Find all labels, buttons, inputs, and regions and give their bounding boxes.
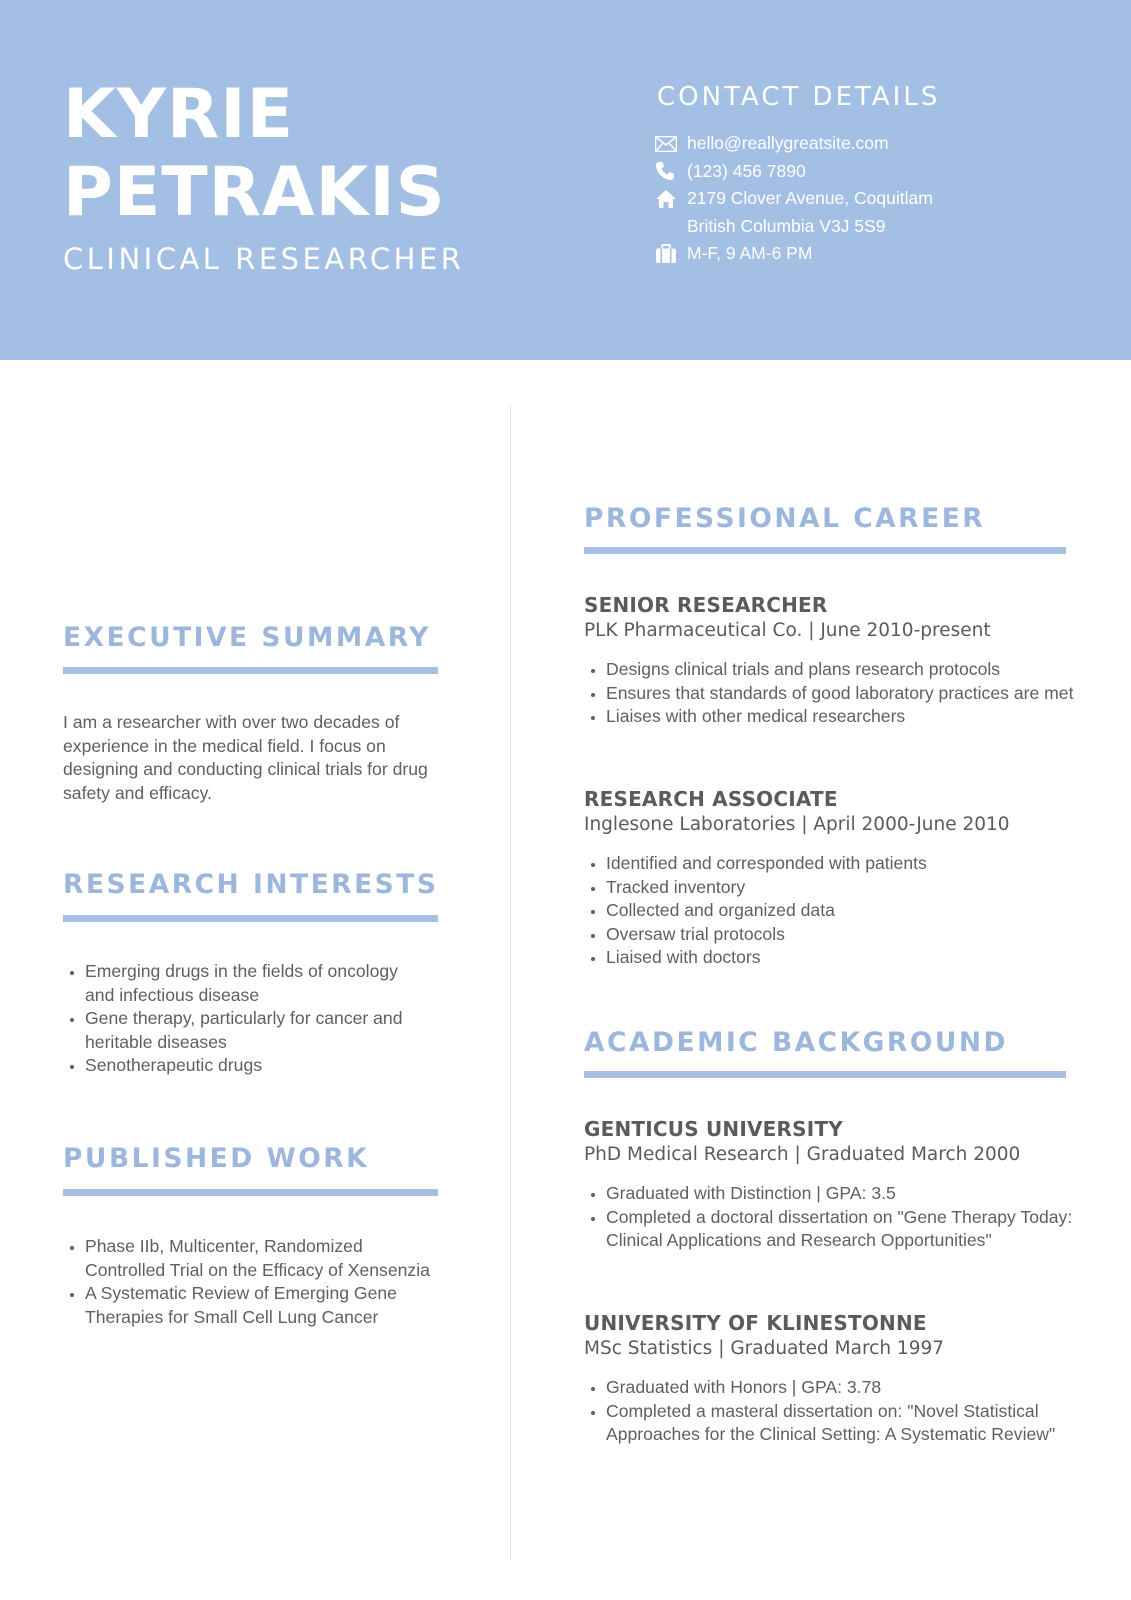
contact-hours bbox=[655, 240, 1095, 268]
school-notes-list bbox=[584, 1182, 1086, 1253]
list-item: • Liaises with other medical researchers bbox=[606, 705, 1084, 729]
address-line-1: 2179 Clover Avenue, Coquitlam bbox=[687, 188, 933, 208]
list-item: • Emerging drugs in the fields of oncology and infectious disease bbox=[85, 960, 425, 1007]
list-item: • Identified and corresponded with patients bbox=[606, 852, 1084, 876]
header-banner bbox=[0, 0, 1131, 360]
list-item: • Oversaw trial protocols bbox=[606, 923, 1084, 947]
research-interests-list bbox=[63, 960, 425, 1078]
published-work-list bbox=[63, 1235, 440, 1329]
school-subtitle: PhD Medical Research | Graduated March 2000 bbox=[584, 1144, 1021, 1165]
list-item: • Completed a doctoral dissertation on "Gene Therapy Today: Clinical Applications and Research Opportunities" bbox=[606, 1206, 1086, 1253]
list-item: • Collected and organized data bbox=[606, 899, 1084, 923]
school-subtitle: MSc Statistics | Graduated March 1997 bbox=[584, 1338, 945, 1359]
executive-summary-text: I am a researcher with over two decades of experience in the medical field. I focus on designing and conducting clinical trials for drug safety and efficacy. bbox=[63, 712, 428, 803]
column-divider bbox=[510, 405, 511, 1560]
job-subtitle: PLK Pharmaceutical Co. | June 2010-present bbox=[584, 620, 991, 641]
contact-phone bbox=[655, 158, 1095, 186]
job-duties-list bbox=[584, 852, 1084, 970]
address-line-2: British Columbia V3J 5S9 bbox=[687, 215, 886, 236]
school-title: GENTICUS UNIVERSITY bbox=[584, 1117, 843, 1141]
job-duties-list bbox=[584, 658, 1084, 729]
phone-icon bbox=[655, 158, 679, 185]
list-item: • Liaised with doctors bbox=[606, 946, 1084, 970]
list-item: • Senotherapeutic drugs bbox=[85, 1054, 425, 1078]
contact-email bbox=[655, 130, 1095, 158]
professional-career-title: PROFESSIONAL CAREER bbox=[584, 503, 986, 534]
list-item: • Ensures that standards of good laboratory practices are met bbox=[606, 682, 1084, 706]
job-subtitle: Inglesone Laboratories | April 2000-June 2010 bbox=[584, 814, 1010, 835]
academic-background-rule bbox=[584, 1071, 1066, 1078]
academic-background-title: ACADEMIC BACKGROUND bbox=[584, 1027, 1009, 1058]
list-item: • Graduated with Honors | GPA: 3.78 bbox=[606, 1376, 1066, 1400]
contact-list bbox=[655, 130, 1095, 268]
contact-address bbox=[655, 185, 1095, 240]
envelope-icon bbox=[655, 130, 679, 157]
list-item: • Designs clinical trials and plans research protocols bbox=[606, 658, 1084, 682]
email-text[interactable]: hello@reallygreatsite.com bbox=[687, 133, 889, 153]
name-heading bbox=[63, 76, 446, 232]
executive-summary-title: EXECUTIVE SUMMARY bbox=[63, 622, 431, 653]
list-item: • Graduated with Distinction | GPA: 3.5 bbox=[606, 1182, 1086, 1206]
first-name: KYRIE bbox=[63, 75, 295, 154]
contact-details-title: CONTACT DETAILS bbox=[657, 82, 941, 112]
list-item: • Gene therapy, particularly for cancer and heritable diseases bbox=[85, 1007, 425, 1054]
list-item: • Phase IIb, Multicenter, Randomized Controlled Trial on the Efficacy of Xensenzia bbox=[85, 1235, 440, 1282]
research-interests-rule bbox=[63, 915, 438, 922]
school-notes-list bbox=[584, 1376, 1066, 1447]
school-title: UNIVERSITY OF KLINESTONNE bbox=[584, 1311, 927, 1335]
executive-summary-rule bbox=[63, 667, 438, 674]
hours-text: M-F, 9 AM-6 PM bbox=[687, 243, 813, 263]
job-role: CLINICAL RESEARCHER bbox=[63, 242, 465, 276]
professional-career-rule bbox=[584, 547, 1066, 554]
last-name: PETRAKIS bbox=[63, 153, 446, 232]
list-item: • A Systematic Review of Emerging Gene Therapies for Small Cell Lung Cancer bbox=[85, 1282, 440, 1329]
job-title: SENIOR RESEARCHER bbox=[584, 593, 828, 617]
list-item: • Completed a masteral dissertation on: "Novel Statistical Approaches for the Clinical Setting: A Systematic Review" bbox=[606, 1400, 1066, 1447]
job-title: RESEARCH ASSOCIATE bbox=[584, 787, 838, 811]
published-work-rule bbox=[63, 1189, 438, 1196]
home-icon bbox=[655, 185, 679, 212]
briefcase-icon bbox=[655, 240, 679, 267]
list-item: • Tracked inventory bbox=[606, 876, 1084, 900]
published-work-title: PUBLISHED WORK bbox=[63, 1143, 370, 1174]
research-interests-title: RESEARCH INTERESTS bbox=[63, 869, 439, 900]
phone-text[interactable]: (123) 456 7890 bbox=[687, 160, 806, 181]
